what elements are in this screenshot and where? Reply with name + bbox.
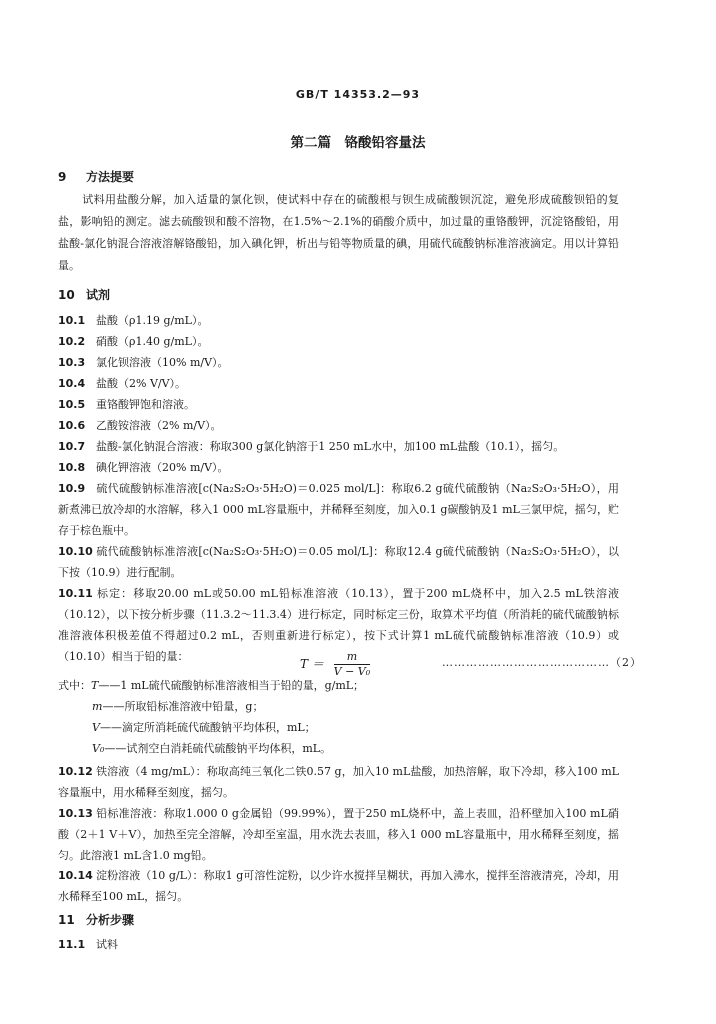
reagent-item: [58, 394, 619, 415]
section-title: 试剂: [86, 288, 111, 302]
formula-fraction: [334, 650, 371, 679]
reagent-item: [58, 478, 619, 541]
item-text: 碘化钾溶液（20% m/V）。: [96, 461, 229, 474]
item-text: 标定：移取20.00 mL或50.00 mL铅标准溶液（10.13），置于200 mL烧杯中，加入2.5 mL铁溶液（10.12），以下按分析步骤（11.3.2～11.3.4）进行标定，同时标定三份，取算术平均值（所消耗的硫代硫酸钠标准溶液体积极差值不得超过0.2 mL，否则重新进行标定），按下式计算1 mL硫代硫酸钠标准溶液（10.9）或（10.10）相当于铅的量：: [58, 587, 619, 663]
section-title: 方法提要: [86, 170, 135, 184]
reagent-item: [58, 865, 619, 907]
item-number: 10.7: [58, 440, 86, 453]
reagent-item: [58, 415, 619, 436]
definition-symbol: V: [92, 721, 100, 734]
reagent-item: [58, 761, 619, 803]
reagent-item: [58, 541, 619, 583]
item-number: 10.4: [58, 377, 86, 390]
item-number: 10.14: [58, 869, 93, 882]
item-number: 10.13: [58, 807, 93, 820]
item-number: 10.12: [58, 765, 93, 778]
item-text: 盐酸-氯化钠混合溶液：称取300 g氯化钠溶于1 250 mL水中，加100 mL盐酸（10.1），摇匀。: [96, 440, 565, 453]
item-text: 盐酸（ρ1.19 g/mL）。: [96, 314, 209, 327]
definition-line: [92, 718, 316, 738]
item-text: 铅标准溶液：称取1.000 0 g金属铅（99.99%），置于250 mL烧杯中，盖上表皿，沿杯壁加入100 mL硝酸（2＋1 V＋V），加热至完全溶解，冷却至室温，用水洗去表皿，移入1 000 mL容量瓶中，用水稀释至刻度，摇匀。此溶液1 mL含1.0 mg铅。: [58, 807, 619, 862]
section-10-heading: [58, 286, 110, 303]
formula-number: （2）: [610, 656, 642, 669]
definition-text: ——1 mL硫代硫酸钠标准溶液相当于铅的量，g/mL；: [98, 679, 365, 692]
item-text: 硫代硫酸钠标准溶液[c(Na₂S₂O₃·5H₂O)＝0.025 mol/L]：称取6.2 g硫代硫酸钠（Na₂S₂O₃·5H₂O），用新煮沸已放冷却的水溶解，移入1 000 mL容量瓶中，并稀释至刻度，加入0.1 g碳酸钠及1 mL三氯甲烷，摇匀，贮存于棕色瓶中。: [58, 482, 619, 537]
item-text: 乙酸铵溶液（2% m/V）。: [96, 419, 222, 432]
definition-symbol: V₀: [92, 742, 105, 755]
item-text: 氯化钡溶液（10% m/V）。: [96, 356, 229, 369]
item-number: 10.2: [58, 335, 86, 348]
definition-line: [92, 697, 263, 717]
reagent-item: [58, 352, 619, 373]
item-number: 10.3: [58, 356, 86, 369]
item-text: 铁溶液（4 mg/mL）：称取高纯三氧化二铁0.57 g，加入10 mL盐酸，加热溶解，取下冷却，移入100 mL容量瓶中，用水稀释至刻度，摇匀。: [58, 765, 619, 799]
part-title: 第二篇 铬酸铅容量法: [290, 135, 426, 151]
item-text: 硫代硫酸钠标准溶液[c(Na₂S₂O₃·5H₂O)＝0.05 mol/L]：称取12.4 g硫代硫酸钠（Na₂S₂O₃·5H₂O），以下按（10.9）进行配制。: [58, 545, 619, 579]
section-11-heading: [58, 911, 134, 928]
definition-line: [58, 676, 364, 696]
reagent-item: [58, 373, 619, 394]
section-number: 9: [58, 170, 67, 184]
item-text: 硝酸（ρ1.40 g/mL）。: [96, 335, 209, 348]
definition-symbol: T: [91, 679, 99, 692]
reagent-item: [58, 803, 619, 866]
item-text: 重铬酸钾饱和溶液。: [96, 398, 195, 411]
section-number: 10: [58, 288, 75, 302]
reagent-item: [58, 310, 619, 331]
item-text: 试料: [96, 938, 118, 951]
section-number: 11: [58, 913, 75, 927]
formula-denominator: V − V₀: [333, 665, 371, 678]
item-number: 10.11: [58, 587, 93, 600]
definitions-prefix: 式中：: [58, 679, 91, 692]
item-number: 10.6: [58, 419, 86, 432]
procedure-item: [58, 934, 619, 955]
item-number: 10.1: [58, 314, 86, 327]
item-number: 10.5: [58, 398, 86, 411]
item-text: 盐酸（2% V/V）。: [96, 377, 187, 390]
item-text: 淀粉溶液（10 g/L）：称取1 g可溶性淀粉，以少许水搅拌呈糊状，再加入沸水，搅拌至溶液清亮，冷却，用水稀释至100 mL，摇匀。: [58, 869, 619, 903]
item-number: 11.1: [58, 938, 86, 951]
definition-text: ——滴定所消耗硫代硫酸钠平均体积，mL；: [99, 721, 316, 734]
formula-leader-dots: ……………………………………: [442, 656, 610, 669]
section-9-paragraph: 试料用盐酸分解，加入适量的氯化钡，使试料中存在的硫酸根与钡生成硫酸钡沉淀，避免形成硫酸钡铅的复盐，影响铅的测定。滤去硫酸钡和酸不溶物，在1.5%～2.1%的硝酸介质中，加过量的重铬酸钾，沉淀铬酸铅，用盐酸-氯化钠混合溶液溶解铬酸铅，加入碘化钾，析出与铅等物质量的碘，用硫代硫酸钠标准溶液滴定。用以计算铅量。: [58, 193, 619, 272]
definition-symbol: m: [92, 700, 103, 713]
formula: [300, 650, 370, 679]
definition-text: ——试剂空白消耗硫代硫酸钠平均体积，mL。: [104, 742, 332, 755]
definition-line: [92, 739, 331, 759]
item-number: 10.10: [58, 545, 93, 558]
reagent-item: [58, 331, 619, 352]
reagent-item: [58, 457, 619, 478]
definition-text: ——所取铅标准溶液中铅量，g；: [102, 700, 264, 713]
standard-number: GB/T 14353.2—93: [295, 88, 421, 101]
reagent-item: [58, 436, 619, 457]
formula-number-line: [442, 654, 642, 670]
formula-lhs: T ＝: [300, 657, 324, 671]
item-number: 10.8: [58, 461, 86, 474]
section-title: 分析步骤: [86, 913, 135, 927]
section-9-heading: [58, 168, 134, 185]
item-number: 10.9: [58, 482, 86, 495]
formula-numerator: m: [334, 650, 371, 665]
